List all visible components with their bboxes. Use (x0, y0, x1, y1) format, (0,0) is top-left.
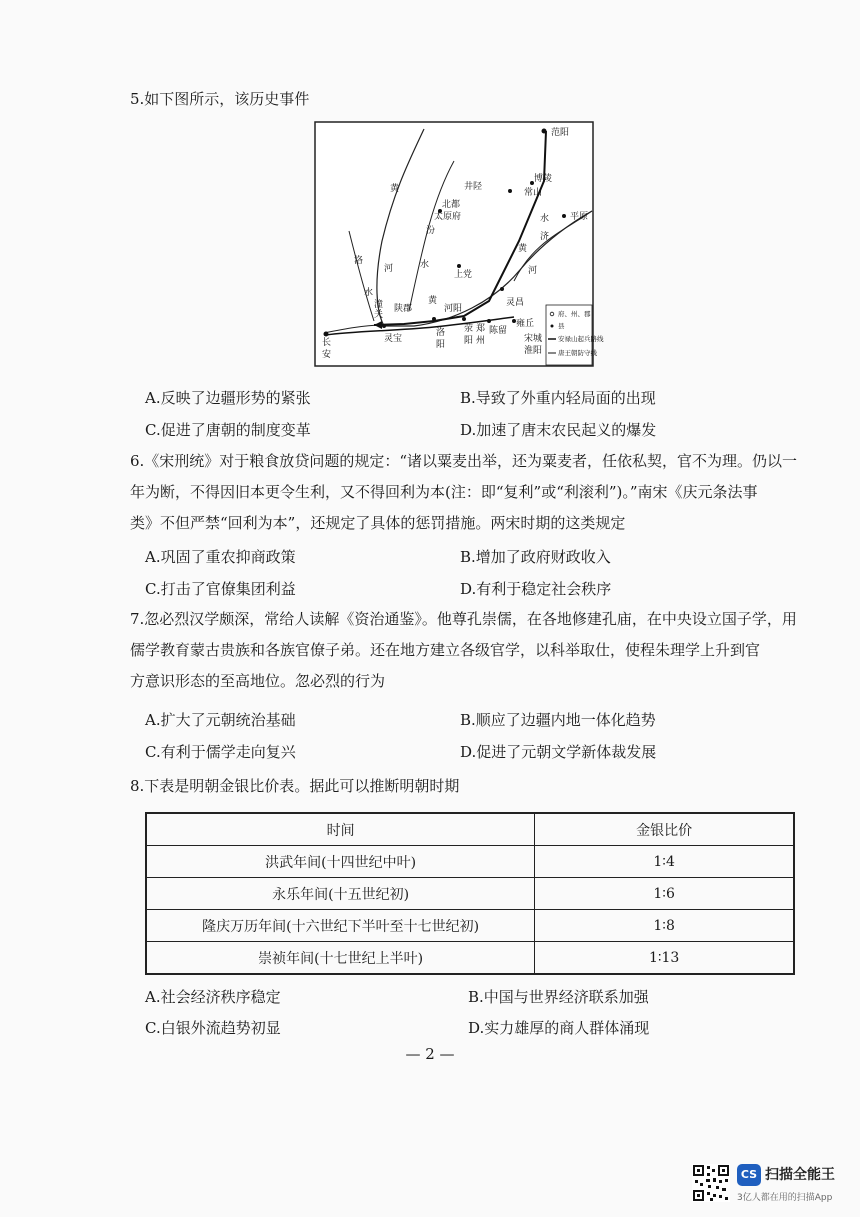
legend-prefecture: 府、州、郡 (558, 310, 591, 318)
table-cell-ratio: 1∶13 (535, 942, 794, 975)
map-label-huaiyang: 淮阳 (524, 346, 543, 356)
table-cell-time: 隆庆万历年间(十六世纪下半叶至十七世纪初) (146, 910, 535, 942)
q6-option-c: C.打击了官僚集团利益 (145, 580, 296, 598)
legend-county: 县 (558, 322, 565, 330)
map-label-yongqiu: 雍丘 (516, 319, 535, 329)
q6-line-3: 类》不但严禁“回利为本”，还规定了具体的惩罚措施。两宋时期的这类规定 (130, 514, 626, 532)
map-label-heyang: 河阳 (444, 304, 463, 314)
tang-rebellion-map (314, 121, 604, 367)
map-label-tongguan-a: 潼 (374, 300, 384, 310)
q7-line-3: 方意识形态的至高地位。忽必烈的行为 (130, 672, 386, 690)
gold-silver-ratio-table (145, 812, 795, 975)
q8-option-a: A.社会经济秩序稳定 (145, 988, 281, 1006)
q6-stem (130, 446, 797, 539)
q6-option-b: B.增加了政府财政收入 (460, 548, 611, 566)
table-cell-ratio: 1∶8 (535, 910, 794, 942)
map-label-jishui: 济 (540, 232, 550, 242)
q5-option-d: D.加速了唐末农民起义的爆发 (460, 421, 657, 439)
map-label-beidu: 北都 (442, 200, 461, 210)
map-label-boling: 博陵 (534, 174, 553, 184)
table-row (146, 878, 794, 910)
table-cell-time: 崇祯年间(十七世纪上半叶) (146, 942, 535, 975)
q7-option-d: D.促进了元朝文学新体裁发展 (460, 743, 657, 761)
map-label-shangdang: 上党 (454, 270, 473, 280)
map-label-songcheng: 宋城 (524, 334, 543, 344)
q8-option-c: C.白银外流趋势初显 (145, 1019, 281, 1037)
map-label-zhengzhou-a: 郑 (476, 324, 486, 334)
map-label-changan-a: 长 (322, 338, 332, 348)
camscanner-name: 扫描全能王 (765, 1167, 835, 1183)
map-label-huang3: 黄 (518, 244, 528, 254)
table-header-time: 时间 (146, 813, 535, 846)
map-label-shui: 水 (540, 214, 550, 224)
q5-option-a: A.反映了边疆形势的紧张 (145, 389, 311, 407)
q6-option-a: A.巩固了重农抑商政策 (145, 548, 296, 566)
map-label-lingchang: 灵昌 (506, 298, 525, 308)
q7-option-b: B.顺应了边疆内地一体化趋势 (460, 711, 656, 729)
camscanner-logo-icon: CS (737, 1164, 761, 1186)
map-label-taiyuan: 太原府 (434, 212, 462, 222)
table-cell-time: 洪武年间(十四世纪中叶) (146, 846, 535, 878)
map-label-chenliu: 陈留 (489, 326, 508, 336)
legend-rebel-route: 安禄山起兵路线 (558, 335, 604, 343)
map-label-he1: 河 (384, 264, 394, 274)
q7-stem (130, 604, 797, 697)
map-label-shanjun: 陕郡 (394, 304, 413, 314)
q8-stem: 8.下表是明朝金银比价表。据此可以推断明朝时期 (130, 777, 460, 795)
q7-line-1: 7.忽必烈汉学颇深，常给人读解《资治通鉴》。他尊孔崇儒，在各地修建孔庙，在中央设立国子学，用 (130, 610, 797, 628)
q5-stem: 5.如下图所示，该历史事件 (130, 90, 310, 108)
page-number: — 2 — (405, 1045, 455, 1063)
map-label-jingxing: 井陉 (464, 182, 483, 192)
table-row (146, 846, 794, 878)
q5-option-b: B.导致了外重内轻局面的出现 (460, 389, 656, 407)
map-label-lingbao: 灵宝 (384, 334, 403, 344)
q7-option-a: A.扩大了元朝统治基础 (145, 711, 296, 729)
table-header-row (146, 813, 794, 846)
table-cell-ratio: 1∶6 (535, 878, 794, 910)
table-row (146, 942, 794, 975)
map-label-shui3: 水 (420, 260, 430, 270)
map-label-pingyuan: 平原 (570, 212, 589, 222)
q7-line-2: 儒学教育蒙古贵族和各族官僚子弟。还在地方建立各级官学，以科举取仕，使程朱理学上升到官 (130, 641, 761, 659)
map-label-luo: 洛 (354, 256, 364, 266)
q5-option-c: C.促进了唐朝的制度变革 (145, 421, 311, 439)
map-label-huang1: 黄 (390, 184, 400, 194)
map-label-tongguan-b: 关 (374, 310, 384, 320)
q7-option-c: C.有利于儒学走向复兴 (145, 743, 296, 761)
map-label-xingyang-b: 阳 (464, 336, 474, 346)
camscanner-tagline: 3亿人都在用的扫描App (737, 1193, 833, 1203)
map-label-changan-b: 安 (322, 350, 332, 360)
map-label-luoyang-a: 洛 (436, 328, 446, 338)
q8-option-d: D.实力雄厚的商人群体涌现 (468, 1019, 650, 1037)
map-label-fanyang: 范阳 (551, 128, 570, 138)
q6-line-2: 年为断，不得因旧本更令生利，又不得回利为本(注：即“复利”或“利滚利”)。”南宋《庆元条法事 (130, 483, 758, 501)
table-header-ratio: 金银比价 (535, 813, 794, 846)
map-label-xingyang-a: 荥 (464, 324, 474, 334)
map-legend (546, 305, 604, 365)
q6-option-d: D.有利于稳定社会秩序 (460, 580, 612, 598)
map-label-changshan: 常山 (524, 188, 543, 198)
table-cell-time: 永乐年间(十五世纪初) (146, 878, 535, 910)
q6-line-1: 6.《宋刑统》对于粮食放贷问题的规定：“诸以粟麦出举，还为粟麦者，任依私契，官不为理。仍以一 (130, 452, 797, 470)
map-label-huang2: 黄 (428, 296, 438, 306)
table-cell-ratio: 1∶4 (535, 846, 794, 878)
qr-code-icon (692, 1164, 730, 1202)
map-label-he3: 河 (528, 266, 538, 276)
map-label-fen1: 汾 (426, 226, 436, 236)
map-label-shui2: 水 (364, 288, 374, 298)
table-row (146, 910, 794, 942)
q8-option-b: B.中国与世界经济联系加强 (468, 988, 649, 1006)
legend-tang-line: 唐王朝防守线 (558, 349, 597, 357)
map-label-zhengzhou-b: 州 (476, 336, 486, 346)
map-label-luoyang-b: 阳 (436, 340, 446, 350)
